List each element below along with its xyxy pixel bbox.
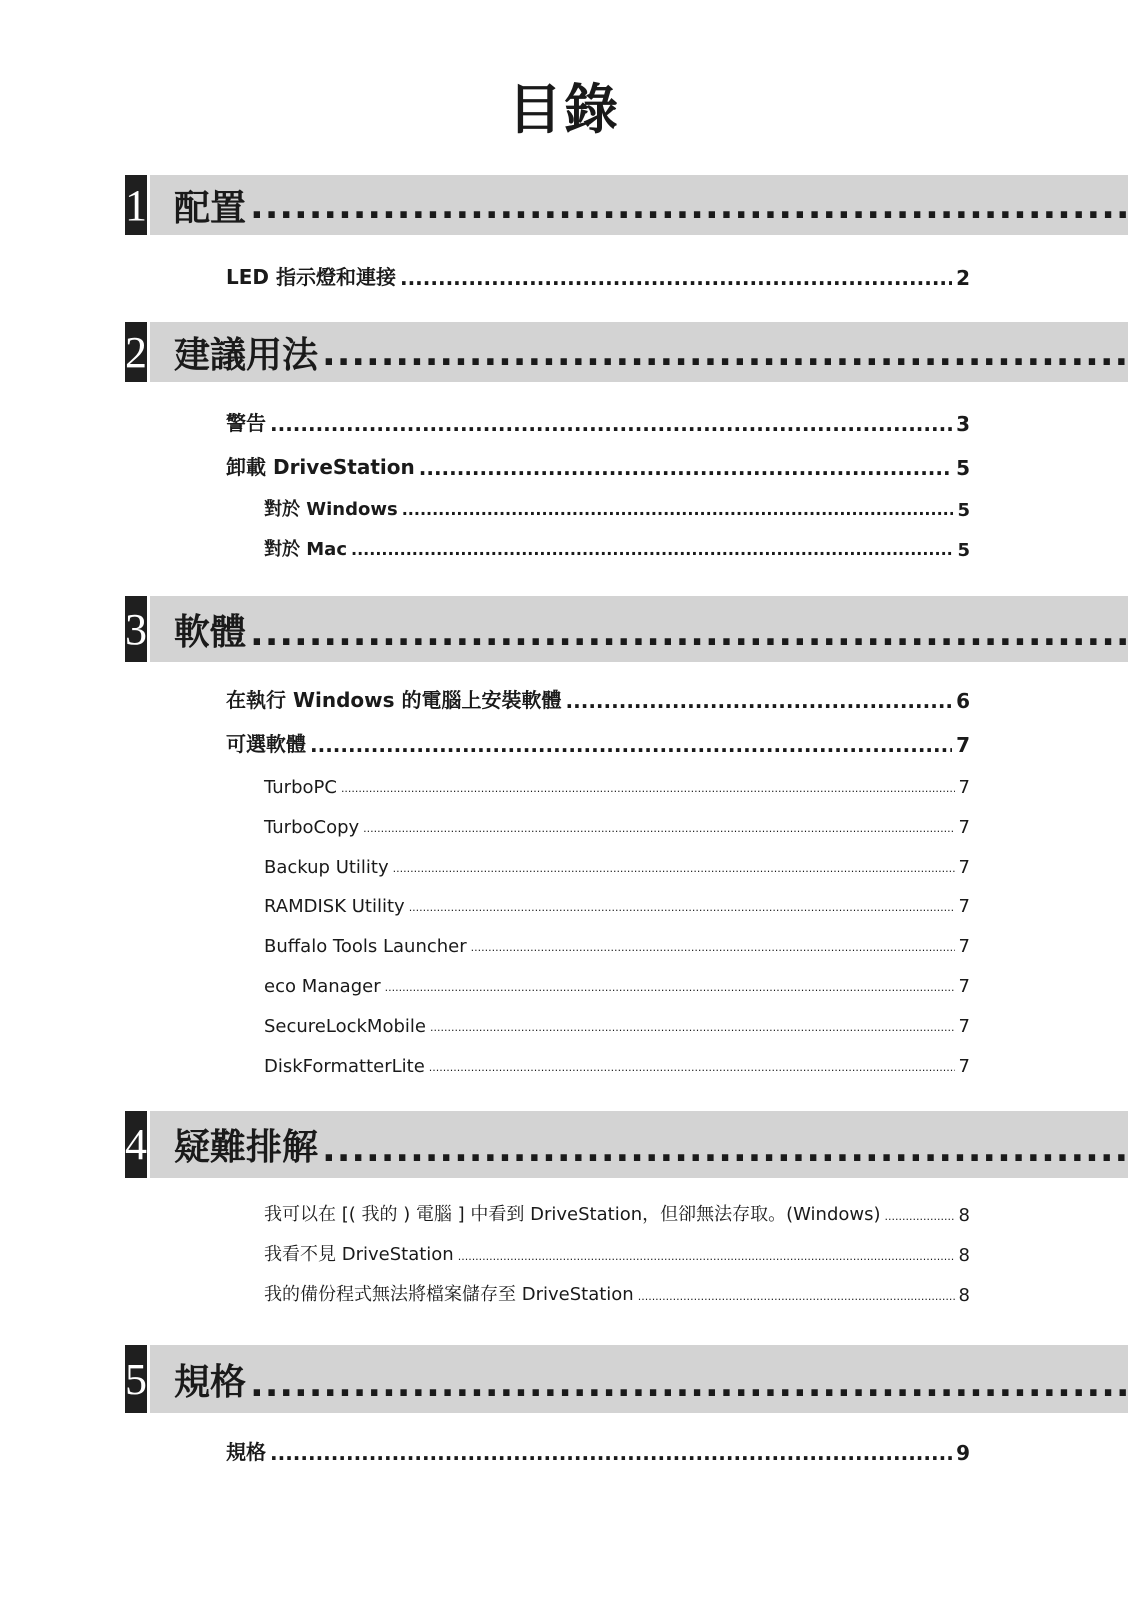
chapter-2-header[interactable] [125,322,1016,382]
chapter-title: 規格 [174,1361,247,1403]
chapter-title-bar [150,1111,1128,1178]
toc-entry-page: 7 [958,1016,970,1037]
toc-entry-page: 8 [958,1205,970,1226]
toc-entry-page: 2 [956,266,970,290]
toc-entry-page: 7 [956,733,970,757]
toc-entry-page: 7 [958,777,970,798]
toc-entry-specifications[interactable] [226,1437,970,1465]
dot-leader [322,332,1128,376]
toc-entry-page: 5 [957,540,970,561]
dot-leader [566,689,953,713]
toc-entry-diskformatterlite[interactable] [264,1051,970,1077]
toc-entry-label: 規格 [226,1440,266,1464]
dot-leader [322,1128,1128,1172]
toc-entry-page: 7 [958,1056,970,1077]
toc-entry-cannot-access[interactable] [264,1200,970,1226]
toc-entry-label: TurboCopy [264,817,360,838]
chapter-title-bar [150,1345,1128,1413]
toc-entry-page: 8 [958,1245,970,1266]
toc-entry-buffalo-tools-launcher[interactable] [264,931,970,957]
toc-entry-page: 6 [956,689,970,713]
dot-leader [471,939,955,957]
dot-leader [458,1248,955,1266]
toc-entry-page: 7 [958,936,970,957]
chapter-title-bar [150,596,1128,662]
toc-entry-label: 卸載 DriveStation [226,455,415,479]
toc-entry-label: DiskFormatterLite [264,1056,425,1077]
toc-entry-page: 5 [957,500,970,521]
toc-entry-optional-software[interactable] [226,729,970,757]
toc-entry-page: 3 [956,412,970,436]
toc-entry-label: 可選軟體 [226,732,306,756]
dot-leader [402,499,954,521]
toc-entry-page: 7 [958,976,970,997]
chapter-title: 軟體 [174,611,247,653]
dot-leader [393,860,955,878]
toc-entry-page: 5 [956,456,970,480]
toc-entry-install-software[interactable] [226,685,970,713]
toc-entry-label: 我的備份程式無法將檔案儲存至 DriveStation [264,1284,634,1305]
dot-leader [638,1288,955,1306]
dot-leader [341,780,955,798]
dot-leader [400,266,952,290]
chapter-number: 4 [125,1111,147,1178]
toc-entry-warning[interactable] [226,408,970,436]
chapter-5-header[interactable] [125,1345,1016,1413]
dot-leader [250,1363,1128,1407]
toc-entry-cannot-see[interactable] [264,1240,970,1266]
page-title: 目錄 [508,78,620,141]
chapter-3-header[interactable] [125,596,1016,662]
dot-leader [385,979,955,997]
dot-leader [430,1019,955,1037]
dot-leader [429,1059,955,1077]
toc-entry-page: 7 [958,817,970,838]
dot-leader [270,1441,952,1465]
dot-leader [270,412,952,436]
toc-entry-page: 9 [956,1441,970,1465]
toc-entry-led[interactable] [226,262,970,290]
chapter-number: 5 [125,1345,147,1413]
dot-leader [419,456,952,480]
toc-entry-unmount[interactable] [226,452,970,480]
toc-entry-page: 8 [958,1285,970,1306]
toc-entry-label: RAMDISK Utility [264,896,405,917]
toc-entry-label: 警告 [226,411,266,435]
chapter-title: 疑難排解 [174,1127,319,1168]
chapter-title-bar [150,175,1128,235]
chapter-1-header[interactable] [125,175,1016,235]
toc-entry-label: eco Manager [264,976,381,997]
chapter-title: 建議用法 [174,334,319,376]
toc-entry-eco-manager[interactable] [264,971,970,997]
dot-leader [363,820,954,838]
toc-entry-label: TurboPC [264,777,337,798]
toc-entry-page: 7 [958,857,970,878]
toc-entry-label: 我可以在 [( 我的 ) 電腦 ] 中看到 DriveStation，但卻無法存取。(Windows) [264,1204,881,1225]
chapter-number: 2 [125,322,147,382]
chapter-number: 3 [125,596,147,662]
toc-entry-label: 我看不見 DriveStation [264,1244,454,1265]
toc-entry-label: LED 指示燈和連接 [226,265,396,289]
chapter-number: 1 [125,175,147,235]
toc-entry-label: Buffalo Tools Launcher [264,936,467,957]
chapter-title-bar [150,322,1128,382]
toc-entry-label: SecureLockMobile [264,1016,426,1037]
toc-entry-backup-cannot-save[interactable] [264,1280,970,1306]
toc-entry-ramdisk-utility[interactable] [264,891,970,917]
toc-entry-page: 7 [958,896,970,917]
toc-entry-windows[interactable] [264,495,970,521]
dot-leader [409,899,955,917]
dot-leader [250,612,1128,656]
dot-leader [885,1208,955,1226]
toc-entry-label: Backup Utility [264,857,389,878]
dot-leader [250,185,1128,229]
toc-entry-mac[interactable] [264,535,970,561]
toc-entry-backup-utility[interactable] [264,852,970,878]
dot-leader [351,539,953,561]
chapter-4-header[interactable] [125,1111,1016,1178]
toc-entry-securelockmobile[interactable] [264,1011,970,1037]
dot-leader [310,733,952,757]
toc-entry-label: 對於 Mac [264,539,347,560]
toc-entry-turbopc[interactable] [264,772,970,798]
toc-entry-label: 對於 Windows [264,499,398,520]
chapter-title: 配置 [174,187,247,229]
toc-entry-label: 在執行 Windows 的電腦上安裝軟體 [226,688,562,712]
toc-entry-turbocopy[interactable] [264,812,970,838]
